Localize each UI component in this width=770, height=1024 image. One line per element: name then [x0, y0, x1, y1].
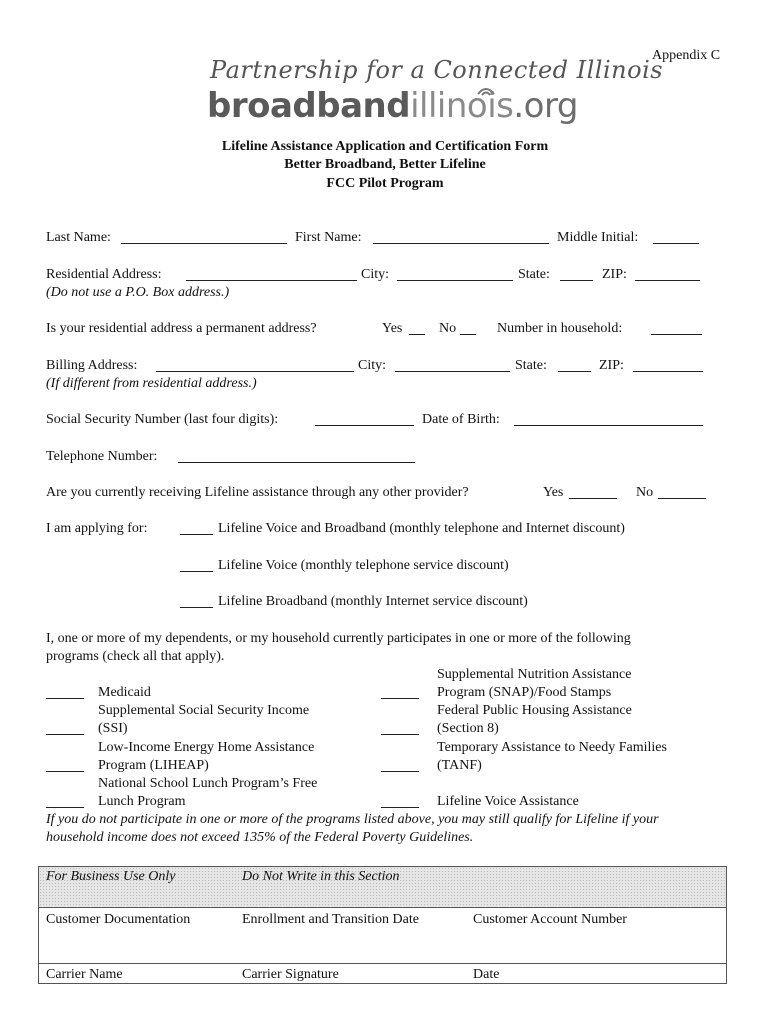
- household-label: Number in household:: [497, 321, 623, 336]
- household-field[interactable]: [651, 322, 702, 335]
- permanent-yes-label: Yes: [382, 321, 403, 336]
- middle-initial-label: Middle Initial:: [557, 230, 639, 245]
- school-lunch-label-line2: Lunch Program: [98, 794, 186, 809]
- last-name-label: Last Name:: [46, 230, 111, 245]
- snap-label-line1: Supplemental Nutrition Assistance: [437, 667, 632, 682]
- residential-zip-label: ZIP:: [602, 267, 627, 282]
- billing-address-field[interactable]: [156, 359, 354, 372]
- snap-check[interactable]: [381, 686, 419, 699]
- business-use-section: [38, 866, 727, 984]
- voice-option: Lifeline Voice (monthly telephone service discount): [218, 558, 509, 573]
- residential-city-field[interactable]: [397, 268, 513, 281]
- residential-state-label: State:: [518, 267, 550, 282]
- permanent-yes-field[interactable]: [409, 322, 425, 335]
- telephone-label: Telephone Number:: [46, 449, 158, 464]
- logo-brand-bold: broadband: [207, 86, 411, 126]
- lifeline-voice-check[interactable]: [381, 795, 419, 808]
- last-name-field[interactable]: [121, 231, 287, 244]
- programs-intro-line1: I, one or more of my dependents, or my household currently participates in one or more of the following: [46, 631, 631, 646]
- medicaid-check[interactable]: [46, 686, 84, 699]
- broadband-check[interactable]: [180, 595, 213, 608]
- eligibility-note-line2: household income does not exceed 135% of the Federal Poverty Guidelines.: [46, 830, 474, 845]
- voice-broadband-option: Lifeline Voice and Broadband (monthly telephone and Internet discount): [218, 521, 625, 536]
- school-lunch-check[interactable]: [46, 795, 84, 808]
- middle-initial-field[interactable]: [653, 231, 699, 244]
- permanent-address-question: Is your residential address a permanent address?: [46, 321, 317, 336]
- housing-label-line2: (Section 8): [437, 721, 499, 736]
- logo-brand-tld: .org: [513, 86, 578, 126]
- billing-city-field[interactable]: [395, 359, 510, 372]
- other-provider-yes-label: Yes: [543, 485, 564, 500]
- eligibility-note-line1: If you do not participate in one or more of the programs listed above, you may still qualify for Lifeline if your: [46, 812, 659, 827]
- first-name-field[interactable]: [373, 231, 549, 244]
- ssn-field[interactable]: [315, 413, 414, 426]
- tanf-check[interactable]: [381, 759, 419, 772]
- logo: [207, 86, 578, 126]
- business-row-divider: [39, 963, 726, 964]
- other-provider-no-label: No: [636, 485, 654, 500]
- housing-check[interactable]: [381, 722, 419, 735]
- customer-account-field[interactable]: Customer Account Number: [473, 912, 627, 927]
- lifeline-voice-label: Lifeline Voice Assistance: [437, 794, 579, 809]
- billing-state-label: State:: [515, 358, 547, 373]
- form-program: FCC Pilot Program: [326, 176, 444, 191]
- liheap-label-line2: Program (LIHEAP): [98, 758, 209, 773]
- other-provider-no-field[interactable]: [658, 486, 706, 499]
- voice-check[interactable]: [180, 559, 213, 572]
- logo-tagline: Partnership for a Connected Illinois: [210, 56, 664, 84]
- dob-field[interactable]: [514, 413, 703, 426]
- po-box-note: (Do not use a P.O. Box address.): [46, 285, 230, 300]
- applying-for-label: I am applying for:: [46, 521, 148, 536]
- tanf-label-line1: Temporary Assistance to Needy Families: [437, 740, 667, 755]
- medicaid-label: Medicaid: [98, 685, 151, 700]
- residential-city-label: City:: [361, 267, 390, 282]
- customer-documentation-field[interactable]: Customer Documentation: [46, 912, 191, 927]
- programs-intro-line2: programs (check all that apply).: [46, 649, 225, 664]
- carrier-signature-field[interactable]: Carrier Signature: [242, 967, 339, 982]
- form-title: Lifeline Assistance Application and Certification Form: [221, 139, 549, 154]
- residential-state-field[interactable]: [560, 268, 593, 281]
- carrier-name-field[interactable]: Carrier Name: [46, 967, 123, 982]
- ssn-label: Social Security Number (last four digits):: [46, 412, 279, 427]
- billing-zip-label: ZIP:: [599, 358, 624, 373]
- ssi-check[interactable]: [46, 722, 84, 735]
- billing-state-field[interactable]: [558, 359, 591, 372]
- logo-brand-light: illinois: [410, 86, 514, 126]
- date-field[interactable]: Date: [473, 967, 500, 982]
- liheap-check[interactable]: [46, 759, 84, 772]
- do-not-write-label: Do Not Write in this Section: [242, 869, 400, 884]
- billing-zip-field[interactable]: [633, 359, 703, 372]
- snap-label-line2: Program (SNAP)/Food Stamps: [437, 685, 612, 700]
- residential-address-field[interactable]: [186, 268, 357, 281]
- enrollment-date-field[interactable]: Enrollment and Transition Date: [242, 912, 419, 927]
- form-subtitle: Better Broadband, Better Lifeline: [284, 157, 486, 172]
- telephone-field[interactable]: [178, 450, 415, 463]
- other-provider-yes-field[interactable]: [569, 486, 617, 499]
- housing-label-line1: Federal Public Housing Assistance: [437, 703, 632, 718]
- residential-address-label: Residential Address:: [46, 267, 162, 282]
- school-lunch-label-line1: National School Lunch Program’s Free: [98, 776, 318, 791]
- signal-icon: [474, 80, 498, 98]
- voice-broadband-check[interactable]: [180, 522, 213, 535]
- first-name-label: First Name:: [295, 230, 362, 245]
- ssi-label-line1: Supplemental Social Security Income: [98, 703, 310, 718]
- permanent-no-label: No: [439, 321, 457, 336]
- billing-address-label: Billing Address:: [46, 358, 138, 373]
- billing-city-label: City:: [358, 358, 387, 373]
- broadband-option: Lifeline Broadband (monthly Internet service discount): [218, 594, 528, 609]
- liheap-label-line1: Low-Income Energy Home Assistance: [98, 740, 315, 755]
- appendix-label: Appendix C: [652, 48, 721, 63]
- permanent-no-field[interactable]: [460, 322, 476, 335]
- other-provider-question: Are you currently receiving Lifeline assistance through any other provider?: [46, 485, 469, 500]
- dob-label: Date of Birth:: [422, 412, 500, 427]
- residential-zip-field[interactable]: [635, 268, 700, 281]
- tanf-label-line2: (TANF): [437, 758, 482, 773]
- ssi-label-line2: (SSI): [98, 721, 128, 736]
- business-use-label: For Business Use Only: [46, 869, 176, 884]
- billing-note: (If different from residential address.): [46, 376, 257, 391]
